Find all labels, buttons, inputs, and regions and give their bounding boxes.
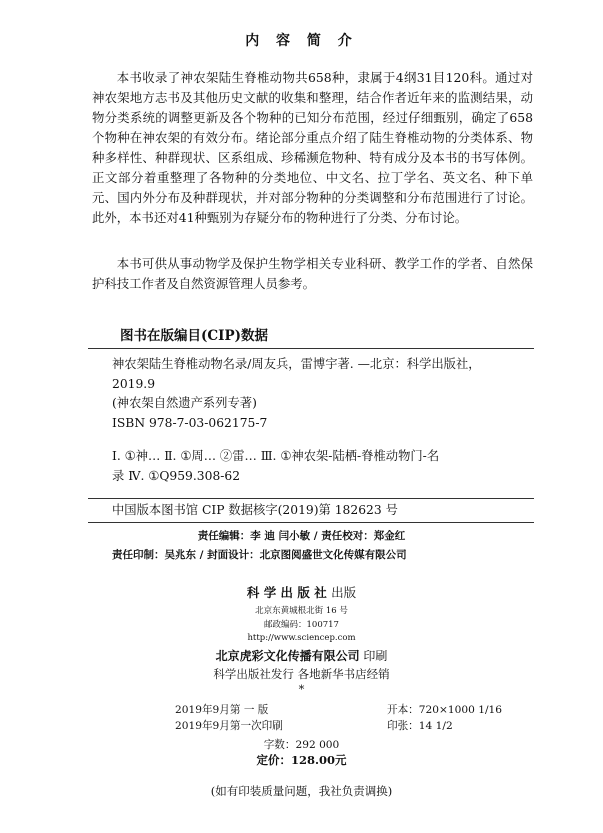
printing-date: 2019年9月第一次印刷 [175,720,283,732]
separator-star: * [298,682,305,696]
distribution: 科学出版社发行 各地新华书店经销 [213,667,390,681]
publisher-name [0,583,603,601]
cip-bottom-divider [88,522,534,523]
cip-heading: 图书在版编目(CIP)数据 [120,328,268,344]
print-sheets: 印张：14 1/2 [387,720,453,732]
credits-editors: 责任编辑：李 迪 闫小敏 / 责任校对：郑金红 [197,530,406,542]
edition-row-1 [175,703,502,718]
publisher-name-text: 科 学 出 版 社 [246,585,327,600]
publisher-address: 北京东黄城根北街 16 号 [255,606,348,616]
page-title: 内 容 简 介 [245,33,358,49]
cip-record-number: 中国版本图书馆 CIP 数据核字(2019)第 182623 号 [112,503,398,517]
edition-date: 2019年9月第 一 版 [175,704,269,716]
intro-paragraph-1: 本书收录了神农架陆生脊椎动物共658种，隶属于4纲31目120科。通过对神农架地方志书及其他历史文献的收集和整理，结合作者近年来的监测结果，动物分类系统的调整更新及各个物种的已知分布范围，经过仔细甄别，确定了658个物种在神农架的有效分布。绪论部分重点介绍了陆生脊椎动物的分类体系、物种多样性、种群现状、区系组成、珍稀濒危物种、特有成分及本书的书写体例。正文部分着重整理了各物种的分类地位、中文名、拉丁学名、英文名、种下单元、国内外分布及种群现状，并对部分物种的分类调整和分布范围进行了讨论。此外，本书还对41种甄别为存疑分布的物种进行了分类、分布讨论。 [92,70,533,225]
price [0,752,603,768]
publisher-postcode: 邮政编码：100717 [264,620,339,630]
price-label: 定价： [256,753,291,767]
printer-name: 北京虎彩文化传播有限公司 [215,649,360,663]
cip-line-series: (神农架自然遗产系列专著) [112,396,257,410]
cip-mid-divider [88,498,534,499]
word-count: 字数：292 000 [263,739,340,751]
cip-block [92,355,537,486]
cip-top-divider [88,348,534,349]
edition-row-2 [175,719,453,734]
cip-line-classification: Ⅰ. ①神… Ⅱ. ①周… ②雷… Ⅲ. ①神农架-陆栖-脊椎动物门-名 [112,449,440,463]
cip-line-title: 神农架陆生脊椎动物名录/周友兵，雷博宇著. —北京：科学出版社， [112,357,481,371]
cip-line-isbn: ISBN 978-7-03-062175-7 [112,415,268,430]
publisher-website: http://www.sciencep.com [247,633,356,643]
publisher-unit: 出版 [331,585,357,600]
cip-line-classification-cont: 录 Ⅳ. ①Q959.308-62 [112,468,241,483]
price-value: 128.00元 [290,753,347,767]
printer [0,647,603,664]
credits-production: 责任印制：吴兆东 / 封面设计：北京图阅盛世文化传媒有限公司 [112,549,407,561]
printer-unit: 印刷 [363,649,388,663]
cip-line-date: 2019.9 [112,376,156,391]
intro-paragraph-2: 本书可供从事动物学及保护生物学相关专业科研、教学工作的学者、自然保护科技工作者及自然资源管理人员参考。 [92,256,533,291]
quality-notice: (如有印装质量问题，我社负责调换) [210,784,393,798]
format: 开本：720×1000 1/16 [387,704,502,716]
